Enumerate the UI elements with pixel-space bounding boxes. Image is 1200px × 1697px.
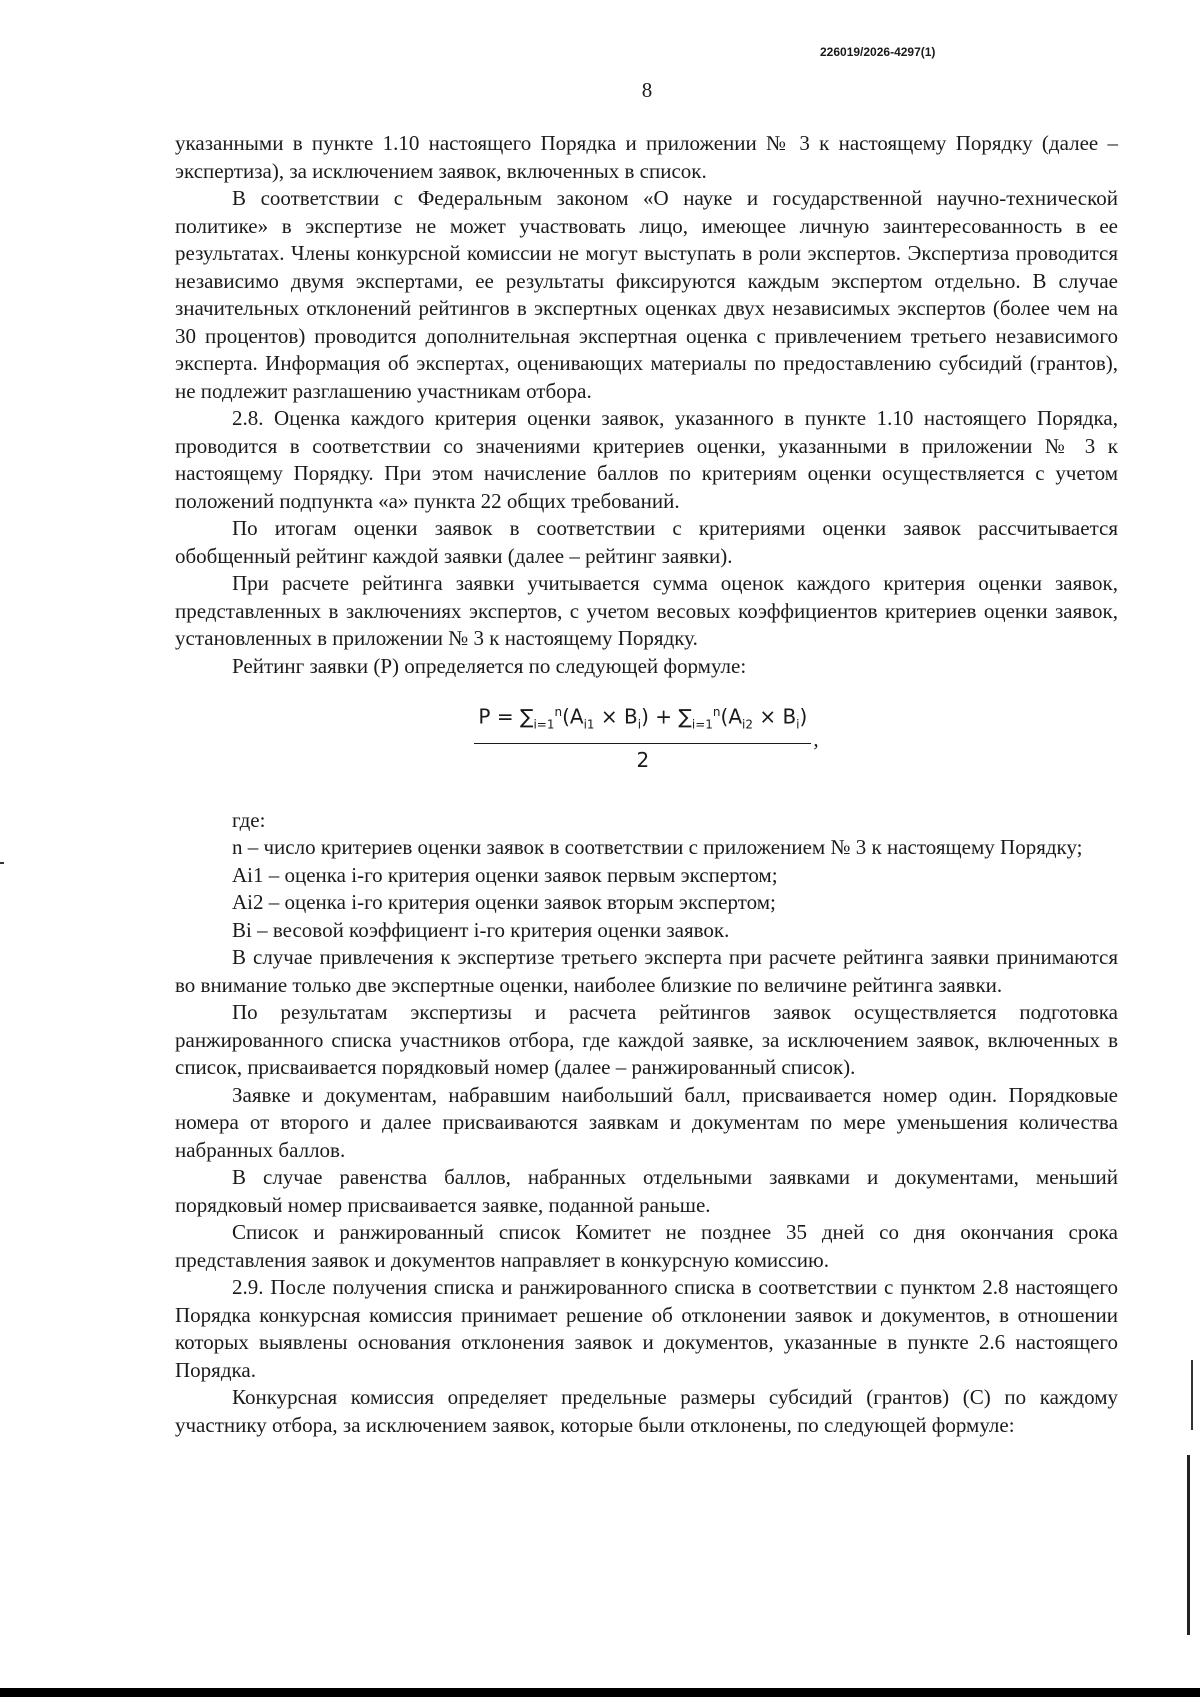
formula-comma: ,: [813, 727, 819, 752]
paragraph: указанными в пункте 1.10 настоящего Порядка и приложении № 3 к настоящему Порядку (далее – экспертиза), за исключением заявок, включенных в список.: [175, 131, 1118, 183]
definition-a2: Аi2 – оценка i-го критерия оценки заявок вторым экспертом;: [232, 890, 776, 915]
paragraph: При расчете рейтинга заявки учитывается сумма оценок каждого критерия оценки заявок, представленных в заключениях экспертов, с учетом весовых коэффициентов критериев оценки заявок, установленных в приложении № 3 к настоящему Порядку.: [175, 571, 1118, 650]
where-label: где:: [232, 807, 266, 832]
page-number: 8: [641, 78, 653, 102]
document-registration-number: 226019/2026-4297(1): [820, 45, 936, 59]
document-body: [175, 130, 1118, 1439]
scan-artifact: [1191, 1360, 1193, 1430]
scan-artifact: [0, 1688, 1200, 1697]
definition-a1: Аi1 – оценка i-го критерия оценки заявок первым экспертом;: [232, 862, 778, 887]
paragraph: В случае равенства баллов, набранных отдельными заявками и документами, меньший порядковый номер присваивается заявке, поданной раньше.: [175, 1165, 1118, 1217]
paragraph: По результатам экспертизы и расчета рейтингов заявок осуществляется подготовка ранжированного списка участников отбора, где каждой заявке, за исключением заявок, включенных в список, присваивается порядковый номер (далее – ранжированный список).: [175, 1000, 1118, 1080]
paragraph: Рейтинг заявки (Р) определяется по следующей формуле:: [232, 653, 747, 678]
paragraph: 2.9. После получения списка и ранжированного списка в соответствии с пунктом 2.8 настоящего Порядка конкурсная комиссия принимает решение об отклонении заявок и документов, в отношении которых выявлены основания отклонения заявок и документов, указанные в пункте 2.6 настоящего Порядка.: [175, 1275, 1118, 1382]
paragraph: 2.8. Оценка каждого критерия оценки заявок, указанного в пункте 1.10 настоящего Порядка, проводится в соответствии со значениями критериев оценки, указанными в приложении № 3 к настоящему Порядку. При этом начисление баллов по критериям оценки осуществляется с учетом положений подпункта «а» пункта 22 общих требований.: [175, 406, 1118, 513]
rating-formula: [175, 699, 1118, 775]
definition-n: n – число критериев оценки заявок в соответствии с приложением № 3 к настоящему Порядку;: [232, 835, 1083, 860]
scan-artifact: [1187, 1455, 1190, 1635]
definition-b: Вi – весовой коэффициент i-го критерия оценки заявок.: [232, 917, 730, 942]
paragraph: Конкурсная комиссия определяет предельные размеры субсидий (грантов) (С) по каждому участнику отбора, за исключением заявок, которые были отклонены, по следующей формуле:: [175, 1385, 1118, 1437]
formula-denominator: 2: [636, 748, 650, 773]
paragraph: В случае привлечения к экспертизе третьего эксперта при расчете рейтинга заявки принимаются во внимание только две экспертные оценки, наиболее близкие по величине рейтинга заявки.: [175, 945, 1118, 997]
paragraph: Заявке и документам, набравшим наибольший балл, присваивается номер один. Порядковые номера от второго и далее присваиваются заявкам и документам по мере уменьшения количества набранных баллов.: [175, 1082, 1118, 1162]
paragraph: В соответствии с Федеральным законом «О науке и государственной научно-технической политике» в экспертизе не может участвовать лицо, имеющее личную заинтересованность в ее результатах. Члены конкурсной комиссии не могут выступать в роли экспертов. Экспертиза проводится независимо двумя экспертами, ее результаты фиксируются каждым экспертом отдельно. В случае значительных отклонений рейтингов в экспертных оценках двух независимых экспертов (более чем на 30 процентов) проводится дополнительная экспертная оценка с привлечением третьего независимого эксперта. Информация об экспертах, оценивающих материалы по предоставлению субсидий (грантов), не подлежит разглашению участникам отбора.: [175, 186, 1118, 403]
paragraph: По итогам оценки заявок в соответствии с критериями оценки заявок рассчитывается обобщенный рейтинг каждой заявки (далее – рейтинг заявки).: [175, 516, 1118, 568]
formula-fraction: [474, 699, 811, 775]
scan-artifact: [0, 862, 4, 864]
paragraph: Список и ранжированный список Комитет не позднее 35 дней со дня окончания срока представления заявок и документов направляет в конкурсную комиссию.: [175, 1220, 1118, 1272]
formula-numerator: $Р = \sum_{i=1}^n(A_{i1} \times B_i) + \sum_{i=1}^n(A_{i2} \times B_i)$: [474, 699, 811, 744]
